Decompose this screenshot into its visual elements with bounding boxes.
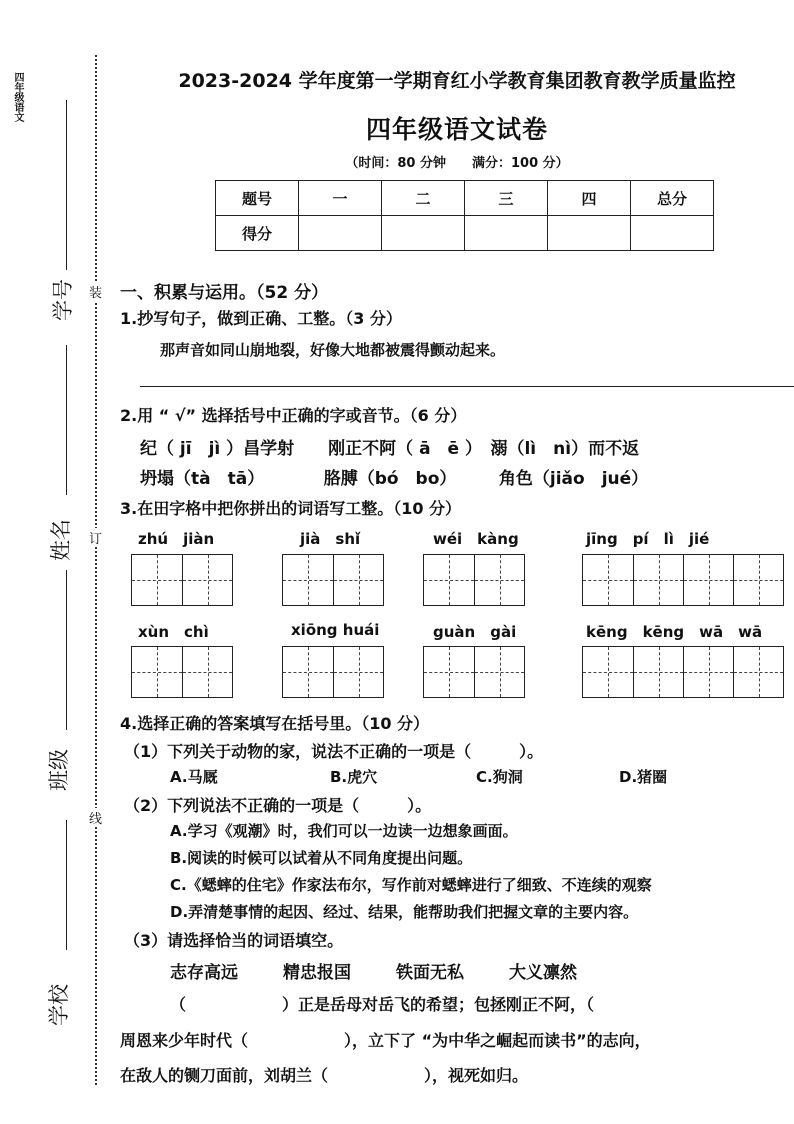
pinyin-label: guàn gài: [433, 623, 517, 641]
q4-word: 精忠报国: [283, 963, 351, 983]
q4-sub2-option: D.弄清楚事情的起因、经过、结果，能帮助我们把握文章的主要内容。: [170, 903, 639, 921]
q4-sub3: （3）请选择恰当的词语填空。: [124, 931, 344, 950]
score-cell[interactable]: [631, 216, 714, 251]
pinyin-label: jīng pí lì jié: [586, 530, 710, 548]
tianzige-grid[interactable]: [131, 646, 233, 698]
binding-char-xian: 线: [89, 808, 102, 827]
q2-row2: 坍塌（tà tā） 胳膊（bó bo） 角色（jiǎo jué）: [140, 469, 649, 489]
q4-sub2-option: C.《蟋蟀的住宅》作家法布尔，写作前对蟋蟀进行了细致、不连续的观察: [170, 876, 652, 894]
q4-sub1-option: C.狗洞: [476, 768, 523, 786]
q4-sub1-option: D.猪圈: [619, 768, 668, 786]
binding-char-ding: 订: [89, 528, 102, 547]
score-cell[interactable]: [465, 216, 548, 251]
q4-sub1: （1）下列关于动物的家，说法不正确的一项是（ ）。: [124, 742, 544, 761]
score-header-cell: 二: [382, 181, 465, 216]
q3-prompt: 3.在田字格中把你拼出的词语写工整。（10 分）: [120, 499, 462, 518]
vertical-subject-tag: 四年级语文: [12, 72, 23, 122]
exam-title: 2023-2024 学年度第一学期育红小学教育集团教育教学质量监控: [178, 70, 736, 92]
q4-sub2: （2）下列说法不正确的一项是（ ）。: [124, 796, 432, 815]
exam-subtitle: 四年级语文试卷: [365, 115, 548, 144]
field-line-banji: [66, 570, 67, 730]
score-header-cell: 一: [299, 181, 382, 216]
pinyin-label: wéi kàng: [433, 530, 519, 548]
score-table: [215, 180, 714, 251]
q1-answer-line[interactable]: [140, 386, 794, 387]
tianzige-grid[interactable]: [131, 554, 233, 606]
score-cell[interactable]: [548, 216, 631, 251]
field-line-xuehao: [66, 100, 67, 270]
tianzige-grid[interactable]: [423, 554, 525, 606]
exam-info: （时间：80 分钟 满分：100 分）: [345, 156, 569, 171]
score-header-cell: 三: [465, 181, 548, 216]
tianzige-grid[interactable]: [582, 646, 784, 698]
tianzige-grid[interactable]: [282, 646, 384, 698]
q4-sub1-option: B.虎穴: [330, 768, 378, 786]
field-line-xingming: [66, 345, 67, 495]
q4-fill-line: （ ）正是岳母对岳飞的希望；包拯刚正不阿，（: [170, 995, 595, 1014]
q4-sub1-option: A.马厩: [170, 768, 218, 786]
score-row-label: 得分: [216, 216, 299, 251]
tianzige-grid[interactable]: [282, 554, 384, 606]
binding-char-zhuang: 装: [89, 282, 102, 301]
section-heading: 一、积累与运用。（52 分）: [120, 283, 329, 303]
score-header-cell: 四: [548, 181, 631, 216]
field-label-xuehao: 学号: [51, 279, 75, 321]
q4-fill-line: 在敌人的铡刀面前，刘胡兰（ ），视死如归。: [120, 1066, 529, 1085]
field-label-xingming: 姓名: [49, 519, 73, 561]
score-table-score-row: [216, 216, 714, 251]
q4-sub2-option: A.学习《观潮》时，我们可以一边读一边想象画面。: [170, 822, 518, 840]
field-line-xuexiao: [66, 820, 67, 950]
binding-dotted-line: [95, 55, 97, 1085]
pinyin-label: xiōng huái: [291, 621, 380, 639]
q4-word: 大义凛然: [509, 963, 577, 983]
field-label-banji: 班级: [47, 749, 71, 791]
pinyin-label: jià shǐ: [300, 530, 361, 548]
pinyin-label: xùn chì: [138, 623, 209, 641]
tianzige-grid[interactable]: [423, 646, 525, 698]
q4-prompt: 4.选择正确的答案填写在括号里。（10 分）: [120, 714, 430, 733]
q4-sub2-option: B.阅读的时候可以试着从不同角度提出问题。: [170, 849, 473, 867]
q4-word: 志存高远: [170, 963, 238, 983]
score-header-cell: 题号: [216, 181, 299, 216]
score-cell[interactable]: [382, 216, 465, 251]
q1-prompt: 1.抄写句子，做到正确、工整。（3 分）: [120, 309, 402, 328]
score-header-cell: 总分: [631, 181, 714, 216]
q4-fill-line: 周恩来少年时代（ ），立下了 “为中华之崛起而读书”的志向，: [120, 1031, 651, 1050]
pinyin-label: zhú jiàn: [138, 530, 215, 548]
q2-row1: 纪（ jī jì ）昌学射 刚正不阿（ ā ē ） 溺（lì nì）而不返: [140, 439, 640, 459]
score-table-header-row: [216, 181, 714, 216]
q4-word: 铁面无私: [396, 963, 464, 983]
score-cell[interactable]: [299, 216, 382, 251]
tianzige-grid[interactable]: [582, 554, 784, 606]
field-label-xuexiao: 学校: [47, 984, 71, 1026]
q2-prompt: 2.用 “ √” 选择括号中正确的字或音节。（6 分）: [120, 406, 467, 425]
pinyin-label: kēng kēng wā wā: [586, 623, 763, 641]
q1-sentence: 那声音如同山崩地裂，好像大地都被震得颤动起来。: [160, 341, 506, 359]
